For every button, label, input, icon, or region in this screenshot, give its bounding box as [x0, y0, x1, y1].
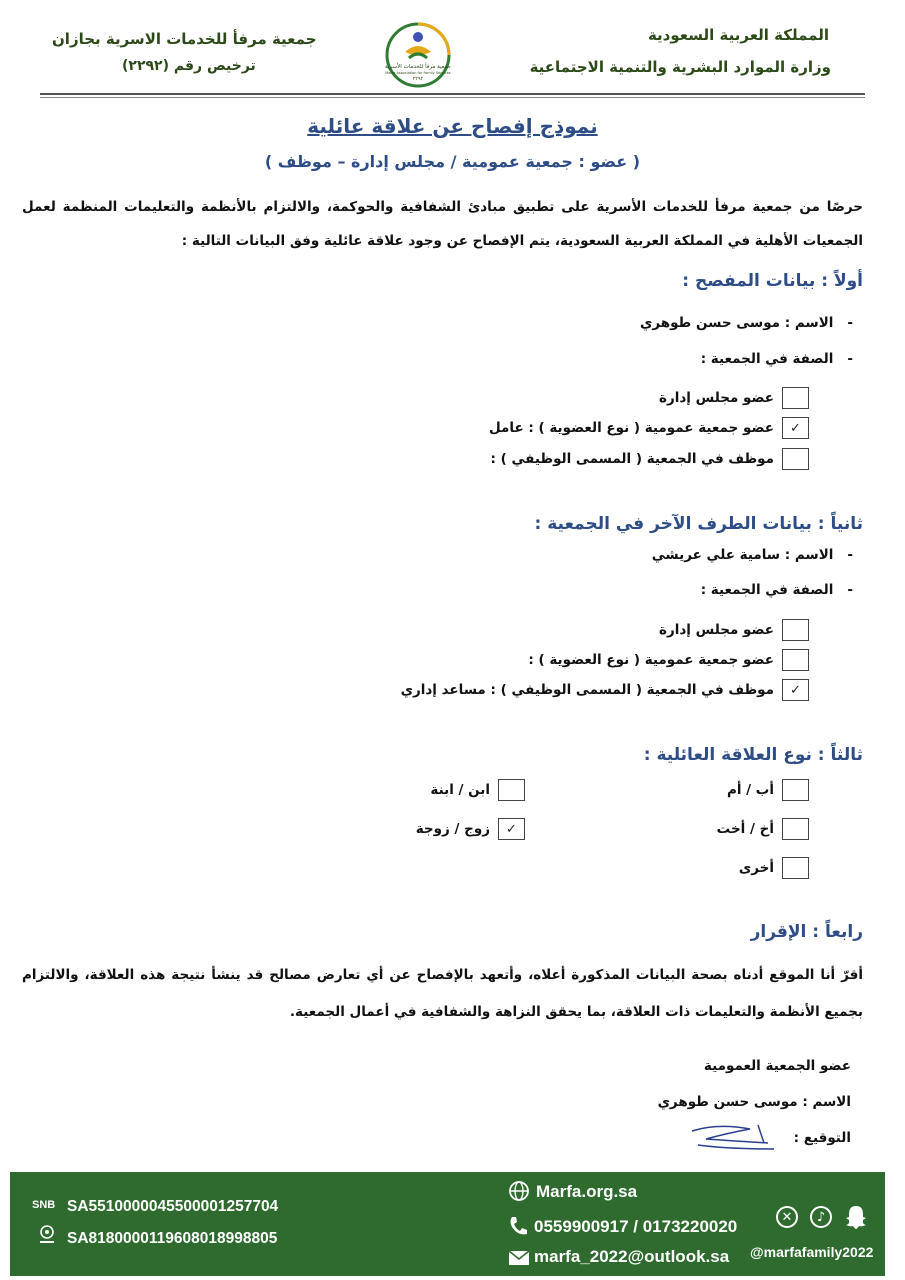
signature-label: التوقيع :	[793, 1130, 851, 1146]
rajhi-bank-icon	[36, 1223, 58, 1251]
checkbox-checked[interactable]: ✓	[782, 679, 809, 701]
header-rule-thin	[40, 97, 865, 98]
phone-icon	[508, 1215, 528, 1241]
section2-option-board[interactable]	[659, 619, 809, 641]
section3-heading: ثالثاً : نوع العلاقة العائلية :	[643, 745, 863, 765]
checkbox[interactable]	[782, 857, 809, 879]
bank1-iban: SA5510000045500001257704	[67, 1198, 279, 1215]
signer-name: الاسم : موسى حسن طوهري	[657, 1094, 851, 1110]
option-label: عضو مجلس إدارة	[659, 622, 774, 638]
option-label: موظف في الجمعية ( المسمى الوظيفي ) :	[490, 451, 774, 467]
option-label: أخ / أخت	[716, 821, 774, 837]
option-label: عضو مجلس إدارة	[659, 390, 774, 406]
social-handle: @marfafamily2022	[750, 1244, 874, 1260]
email-link[interactable]: marfa_2022@outlook.sa	[534, 1247, 730, 1266]
x-social-icon[interactable]: ✕	[776, 1206, 798, 1228]
section2-role-label: -الصفة في الجمعية :	[700, 582, 853, 598]
header-rule	[40, 93, 865, 95]
checkbox[interactable]	[782, 779, 809, 801]
phone-numbers: 0559900917 / 0173220020	[534, 1217, 738, 1236]
form-subtitle: ( عضو : جمعية عمومية / مجلس إدارة – موظف )	[264, 152, 641, 171]
section1-option-general-assembly[interactable]	[489, 417, 809, 439]
header-license: ترخيص رقم (٢٢٩٢)	[122, 58, 256, 74]
globe-icon	[508, 1180, 530, 1206]
relation-option-sibling[interactable]	[717, 818, 809, 840]
checkbox-checked[interactable]: ✓	[782, 417, 809, 439]
website-link[interactable]: Marfa.org.sa	[536, 1182, 638, 1201]
relation-option-parent[interactable]	[727, 779, 809, 801]
option-label: زوج / زوجة	[415, 821, 490, 837]
option-label: موظف في الجمعية ( المسمى الوظيفي ) : مساعد إداري	[400, 682, 774, 698]
section1-name-text: الاسم : موسى حسن طوهري	[639, 315, 834, 331]
checkbox[interactable]	[782, 387, 809, 409]
section2-name: -الاسم : سامية علي عريشي	[651, 547, 853, 563]
section1-name: -الاسم : موسى حسن طوهري	[639, 315, 853, 331]
checkbox[interactable]	[782, 818, 809, 840]
intro-paragraph: حرصًا من جمعية مرفأ للخدمات الأسرية على تطبيق مبادئ الشفافية والحوكمة، والالتزام بالأنظمة والتعليمات المنظمة لعمل الجمعيات الأهلية في المملكة العربية السعودية، يتم الإفصاح عن وجود علاقة عائلية وفق البيانات التالية :	[22, 199, 863, 249]
checkbox-checked[interactable]: ✓	[498, 818, 525, 840]
checkbox[interactable]	[782, 448, 809, 470]
relation-option-other[interactable]	[739, 857, 809, 879]
section1-role-label: -الصفة في الجمعية :	[700, 351, 853, 367]
header-country: المملكة العربية السعودية	[647, 26, 829, 44]
declaration-text: أقرّ أنا الموقع أدناه بصحة البيانات المذكورة أعلاه، وأتعهد بالإفصاح عن أي تعارض مصالح قد ينشأ نتيجة هذه العلاقة، والالتزام بجميع الأنظمة والتعليمات ذات العلاقة، بما يحقق النزاهة والشفافية في أعمال الجمعية.	[22, 967, 863, 1020]
section1-role-text: الصفة في الجمعية :	[700, 351, 834, 367]
logo-text-en: Marfa Association for Family Services	[385, 71, 451, 75]
checkbox[interactable]	[782, 619, 809, 641]
signer-role: عضو الجمعية العمومية	[703, 1058, 851, 1074]
contact-footer	[10, 1172, 885, 1276]
section2-option-employee[interactable]	[401, 679, 809, 701]
form-title: نموذج إفصاح عن علاقة عائلية	[307, 114, 598, 138]
section1-option-board[interactable]	[659, 387, 809, 409]
logo-number: ٢٢٩٢	[412, 76, 424, 82]
section2-heading: ثانياً : بيانات الطرف الآخر في الجمعية :	[534, 514, 863, 534]
option-label: أب / أم	[726, 782, 774, 798]
association-logo	[385, 22, 451, 88]
relation-option-spouse[interactable]	[416, 818, 525, 840]
logo-text-ar: جمعية مرفأ للخدمات الأسرية	[385, 64, 451, 70]
snb-bank-icon: SNB	[32, 1199, 56, 1211]
header-association: جمعية مرفأ للخدمات الاسرية بجازان	[52, 30, 317, 48]
section4-heading: رابعاً : الإقرار	[750, 922, 863, 942]
checkbox[interactable]	[782, 649, 809, 671]
option-label: أخرى	[738, 860, 774, 876]
handwritten-signature	[688, 1119, 778, 1153]
section2-option-general-assembly[interactable]	[528, 649, 809, 671]
section1-heading: أولاً : بيانات المفصح :	[682, 271, 863, 291]
bank2-iban: SA8180000119608018998805	[67, 1230, 278, 1247]
option-label: ابن / ابنة	[430, 782, 490, 798]
option-label: عضو جمعية عمومية ( نوع العضوية ) : عامل	[488, 420, 774, 436]
header-ministry: وزارة الموارد البشرية والتنمية الاجتماعية	[529, 58, 831, 76]
snapchat-icon[interactable]	[844, 1204, 868, 1234]
relation-option-child[interactable]	[430, 779, 525, 801]
checkbox[interactable]	[498, 779, 525, 801]
section2-name-text: الاسم : سامية علي عريشي	[651, 547, 834, 563]
tiktok-icon[interactable]: ♪	[810, 1206, 832, 1228]
section2-role-text: الصفة في الجمعية :	[700, 582, 834, 598]
email-icon	[508, 1250, 530, 1270]
option-label: عضو جمعية عمومية ( نوع العضوية ) :	[528, 652, 774, 668]
section1-option-employee[interactable]	[491, 448, 810, 470]
